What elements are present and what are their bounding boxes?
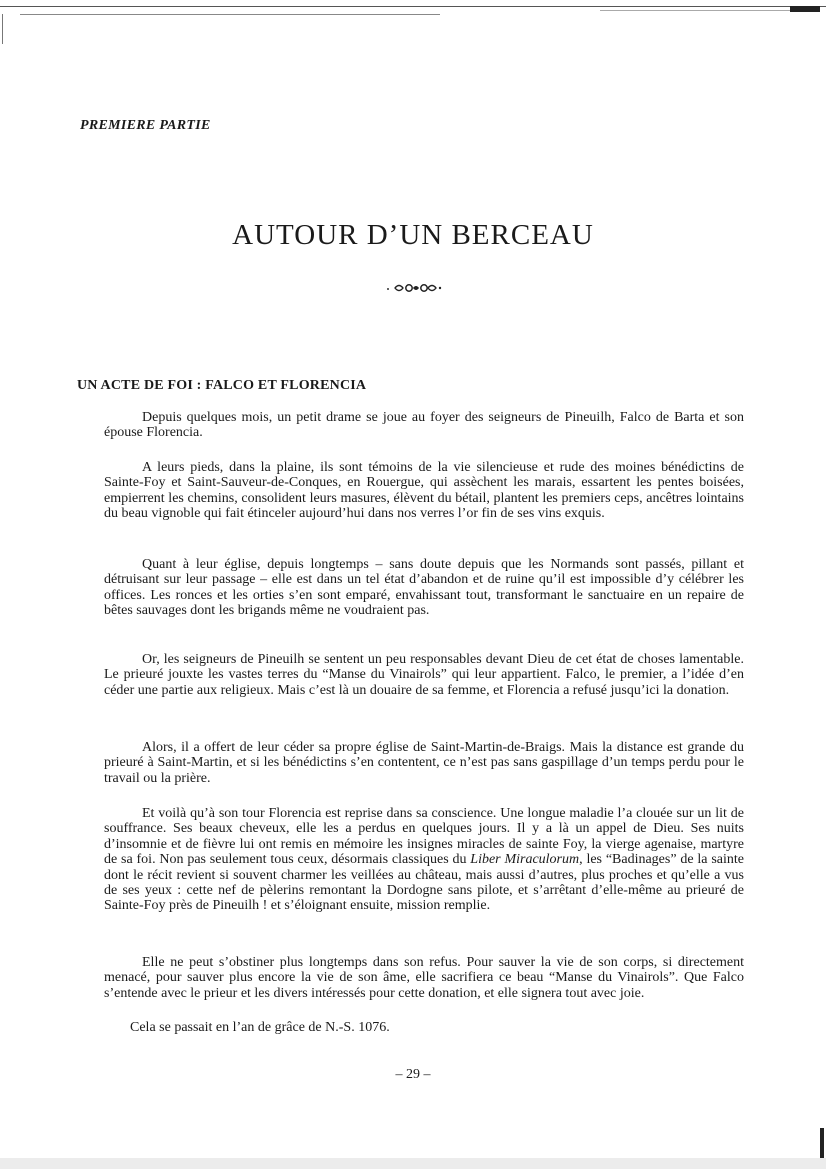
paragraph: Alors, il a offert de leur céder sa propre église de Saint-Martin-de-Braigs. Mais la distance est grande du prieuré à Saint-Martin, et si les bénédictins s’en contentent, ce n’est pas sans gaspillage d’un temps perdu pour le travail ou la prière. bbox=[104, 740, 744, 786]
scan-edge-bottom bbox=[0, 1158, 826, 1169]
page-number: – 29 – bbox=[395, 1067, 431, 1082]
book-title: Liber Miraculorum bbox=[470, 852, 580, 868]
paragraph: Or, les seigneurs de Pineuilh se sentent un peu responsables devant Dieu de cet état de choses lamentable. Le prieuré jouxte les vastes terres du “Manse du Vinairols” qui leur appartient. Falco, le premier, a l’idée d’en céder une partie aux religieux. Mais c’est là un douaire de sa femme, et Florencia a refusé jusqu’ici la donation. bbox=[104, 652, 744, 698]
part-label: PREMIERE PARTIE bbox=[80, 118, 211, 133]
scan-edge-top bbox=[0, 0, 826, 28]
paragraph-closing: Cela se passait en l’an de grâce de N.-S. 1076. bbox=[130, 1020, 390, 1035]
chapter-title: AUTOUR D’UN BERCEAU bbox=[232, 219, 594, 252]
paragraph: Elle ne peut s’obstiner plus longtemps dans son refus. Pour sauver la vie de son corps, si directement menacé, pour sauver plus encore la vie de son âme, elle sacrifiera ce beau “Manse du Vinairols”. Que Falco s’entende avec le prieur et les divers intéressés pour cette donation, et elle signera tout avec joie. bbox=[104, 955, 744, 1001]
section-heading: UN ACTE DE FOI : FALCO ET FLORENCIA bbox=[77, 377, 367, 393]
paragraph: Quant à leur église, depuis longtemps – sans doute depuis que les Normands sont passés, pillant et détruisant sur leur passage – elle est dans un tel état d’abandon et de ruine qu’il est impossible d’y célébrer les offices. Les ronces et les orties s’en sont emparé, envahissant tout, transformant le sanctuaire en un repaire de bêtes sauvages dont les brigands même ne voudraient pas. bbox=[104, 557, 744, 619]
scan-edge-left bbox=[2, 14, 3, 44]
paragraph: A leurs pieds, dans la plaine, ils sont témoins de la vie silencieuse et rude des moines bénédictins de Sainte-Foy et Saint-Sauveur-de-Conques, en Rouergue, qui assèchent les marais, essartent les pentes boisées, empierrent les chemins, consolident leurs masures, élèvent du bétail, plantent les premiers ceps, ancêtres lointains du beau vignoble qui fait étinceler aujourd’hui dans nos verres l’or fin de ses vins exquis. bbox=[104, 460, 744, 522]
paragraph: Et voilà qu’à son tour Florencia est reprise dans sa conscience. Une longue maladie l’a clouée sur un lit de souffrance. Ses beaux cheveux, elle les a perdus en quelques jours. Il y a là un appel de Dieu. Ses nuits d’insomnie et de fièvre lui ont remis en mémoire les insignes miracles de sainte Foy, la vierge agenaise, martyre de sa foi. Non pas seulement tous ceux, désormais classiques du Liber Miraculorum, les “Badinages” de la sainte dont le récit revient si souvent charmer les veillées au château, mais aussi d’autres, plus proches et qu’elle a vus de ses yeux : cette nef de pèlerins remontant la Dordogne sans pilote, et s’arrêtant d’elle-même au prieuré de Sainte-Foy près de Pineuilh ! et s’éloignant ensuite, mission remplie. bbox=[104, 806, 744, 914]
ornament-icon bbox=[385, 282, 445, 294]
paragraph: Depuis quelques mois, un petit drame se joue au foyer des seigneurs de Pineuilh, Falco de Barta et son épouse Florencia. bbox=[104, 410, 744, 441]
scan-edge-right bbox=[820, 1128, 824, 1158]
